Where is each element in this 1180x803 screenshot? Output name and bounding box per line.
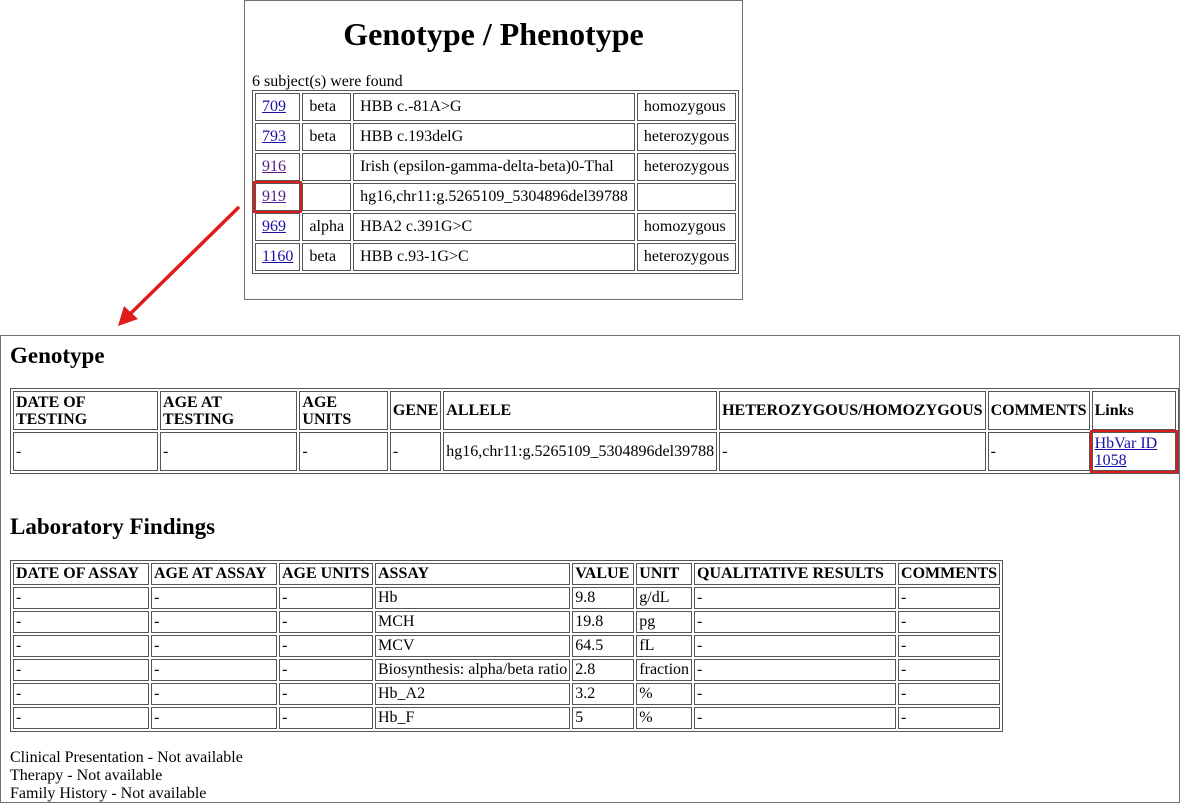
col-header-qualitative: QUALITATIVE RESULTS [694,563,896,585]
zygosity-cell: heterozygous [637,123,736,151]
table-row: - - - Hb_A2 3.2 % - - [13,683,1000,705]
col-header-date: DATE OF TESTING [13,391,158,430]
table-row [255,93,736,121]
date-cell: - [13,432,158,471]
age-units-cell: - [299,432,388,471]
col-header-unit: UNIT [636,563,692,585]
table-row [255,123,736,151]
gene-cell: beta [302,93,351,121]
table-row [255,153,736,181]
allele-cell: HBB c.93-1G>C [353,243,635,271]
table-header-row [13,563,1000,585]
allele-cell: HBA2 c.391G>C [353,213,635,241]
subject-link-709[interactable]: 709 [262,98,286,115]
col-header-age-units: AGE UNITS [279,563,373,585]
subject-link-919[interactable]: 919 [262,188,286,205]
table-row [255,243,736,271]
subjects-table [252,90,739,274]
therapy-text: Therapy - Not available [10,767,163,784]
gene-cell: alpha [302,213,351,241]
col-header-zygosity: HETEROZYGOUS/HOMOZYGOUS [719,391,985,430]
allele-cell: HBB c.-81A>G [353,93,635,121]
table-header-row [13,391,1176,430]
gene-cell: beta [302,243,351,271]
zygosity-cell: homozygous [637,93,736,121]
lab-findings-heading: Laboratory Findings [10,514,216,539]
allele-cell: Irish (epsilon-gamma-delta-beta)0-Thal [353,153,635,181]
age-cell: - [160,432,297,471]
comments-cell: - [988,432,1090,471]
table-row: - - - Hb 9.8 g/dL - - [13,587,1000,609]
clinical-presentation-text: Clinical Presentation - Not available [10,749,243,766]
genotype-phenotype-panel [244,0,743,300]
col-header-links: Links [1092,391,1176,430]
genotype-table [10,388,1179,474]
footer-info [10,749,243,803]
col-header-gene: GENE [390,391,441,430]
subject-detail-panel [0,335,1180,803]
subject-link-1160[interactable]: 1160 [262,248,294,265]
results-count: 6 subject(s) were found [252,73,403,90]
col-header-comments: COMMENTS [898,563,1000,585]
genotype-heading: Genotype [10,343,105,368]
highlight-box [1092,432,1176,471]
col-header-comments: COMMENTS [988,391,1090,430]
zygosity-cell: - [719,432,985,471]
col-header-age-at-assay: AGE AT ASSAY [151,563,277,585]
family-history-text: Family History - Not available [10,785,207,802]
table-row [255,213,736,241]
col-header-age: AGE AT TESTING [160,391,297,430]
page-title: Genotype / Phenotype [343,16,644,52]
subject-link-916[interactable]: 916 [262,158,286,175]
gene-cell: beta [302,123,351,151]
allele-cell: HBB c.193delG [353,123,635,151]
hbvar-link[interactable]: HbVar ID 1058 [1094,434,1158,469]
col-header-age-units: AGE UNITS [299,391,388,430]
zygosity-cell: heterozygous [637,153,736,181]
zygosity-cell [637,183,736,211]
table-row: - - - Hb_F 5 % - - [13,707,1000,729]
col-header-allele: ALLELE [443,391,717,430]
subject-link-969[interactable]: 969 [262,218,286,235]
table-row [255,183,736,211]
highlight-box [255,183,300,211]
col-header-date-of-assay: DATE OF ASSAY [13,563,149,585]
zygosity-cell: heterozygous [637,243,736,271]
gene-cell [302,183,351,211]
gene-cell [302,153,351,181]
zygosity-cell: homozygous [637,213,736,241]
allele-cell: hg16,chr11:g.5265109_5304896del39788 [443,432,717,471]
table-row: - - - MCH 19.8 pg - - [13,611,1000,633]
col-header-assay: ASSAY [375,563,570,585]
subject-link-793[interactable]: 793 [262,128,286,145]
col-header-value: VALUE [572,563,634,585]
gene-cell: - [390,432,441,471]
table-row [13,432,1176,471]
allele-cell: hg16,chr11:g.5265109_5304896del39788 [353,183,635,211]
table-row: - - - Biosynthesis: alpha/beta ratio 2.8 fraction - - [13,659,1000,681]
annotation-arrow-icon [110,200,250,335]
lab-findings-table [10,560,1003,732]
table-row: - - - MCV 64.5 fL - - [13,635,1000,657]
